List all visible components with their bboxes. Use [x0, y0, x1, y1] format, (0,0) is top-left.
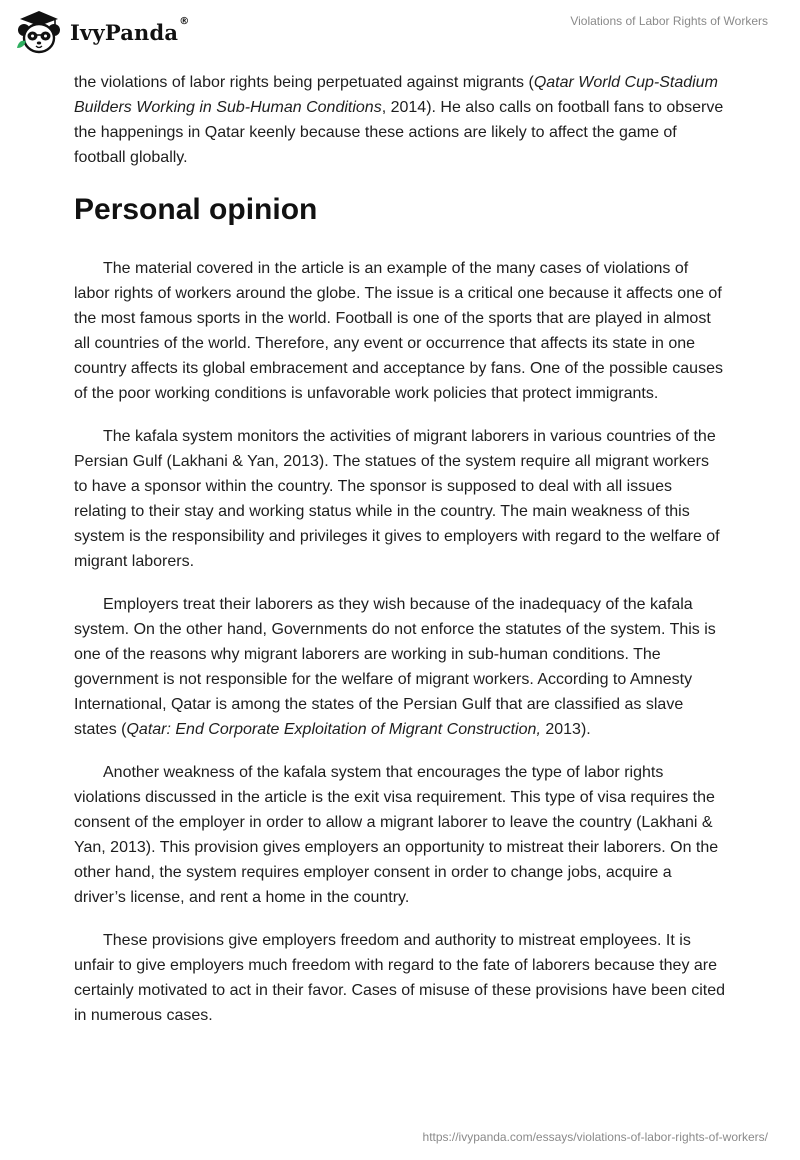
p3-text-start: Employers treat their laborers as they wish because of the inadequacy of the kafala system. On the other hand, Governments do not enforce the statutes of the system. This is one of the reasons why migrant laborers are working in sub-human conditions. The government is not responsible for the welfare of migrant workers. According to Amnesty International, Qatar is among the states of the Persian Gulf that are classified as slave states ( — [74, 596, 716, 738]
essay-body — [74, 70, 726, 1028]
document-title: Violations of Labor Rights of Workers — [570, 14, 768, 28]
paragraph-4: Another weakness of the kafala system that encourages the type of labor rights violations discussed in the article is the exit visa requirement. This type of visa requires the consent of the employer in order to allow a migrant laborer to leave the country (Lakhani & Yan, 2013). This provision gives employers an opportunity to mistreat their laborers. On the other hand, the system requires employer consent in order to change jobs, acquire a driver’s license, and rent a home in the country. — [74, 764, 719, 906]
intro-text-start: the violations of labor rights being perpetuated against migrants ( — [74, 74, 534, 91]
paragraph-2: The kafala system monitors the activities of migrant laborers in various countries of the Persian Gulf (Lakhani & Yan, 2013). The statues of the system require all migrant workers to have a sponsor within the country. The sponsor is supposed to deal with all issues relating to their stay and working status while in the country. The main weakness of this system is the responsibility and privileges it gives to employers with regard to the welfare of migrant laborers. — [74, 428, 720, 570]
paragraph-1: The material covered in the article is an example of the many cases of violations of labor rights of workers around the globe. The issue is a critical one because it affects one of the most famous sports in the world. Football is one of the sports that are played in almost all countries of the world. Therefore, any event or occurrence that affects its state in one country affects its global embracement and acceptance by fans. One of the possible causes of the poor working conditions is unfavorable work policies that protect immigrants. — [74, 260, 723, 402]
panda-graduate-icon — [14, 8, 64, 56]
page-header — [0, 0, 800, 64]
brand-name-text: IvyPanda — [70, 19, 179, 45]
brand-logo[interactable] — [14, 8, 189, 56]
section-heading: Personal opinion — [74, 193, 318, 226]
paragraph-5: These provisions give employers freedom and authority to mistreat employees. It is unfair to give employers much freedom with regard to the fate of laborers because they are certainly motivated to act in their favor. Cases of misuse of these provisions have been cited in numerous cases. — [74, 932, 725, 1024]
intro-citation: Qatar World Cup-Stadium Builders Working in Sub-Human Conditions — [74, 74, 718, 116]
p3-citation: Qatar: End Corporate Exploitation of Migrant Construction, — [126, 721, 541, 738]
paragraph-intro — [74, 70, 726, 170]
registered-mark: ® — [179, 15, 190, 27]
paragraph-3 — [74, 592, 726, 742]
p3-text-end: 2013). — [540, 721, 591, 738]
brand-name — [70, 15, 190, 45]
intro-text-end: , 2014). He also calls on football fans to observe the happenings in Qatar keenly because these actions are likely to affect the game of football globally. — [74, 99, 724, 166]
source-url[interactable]: https://ivypanda.com/essays/violations-of-labor-rights-of-workers/ — [422, 1130, 768, 1144]
